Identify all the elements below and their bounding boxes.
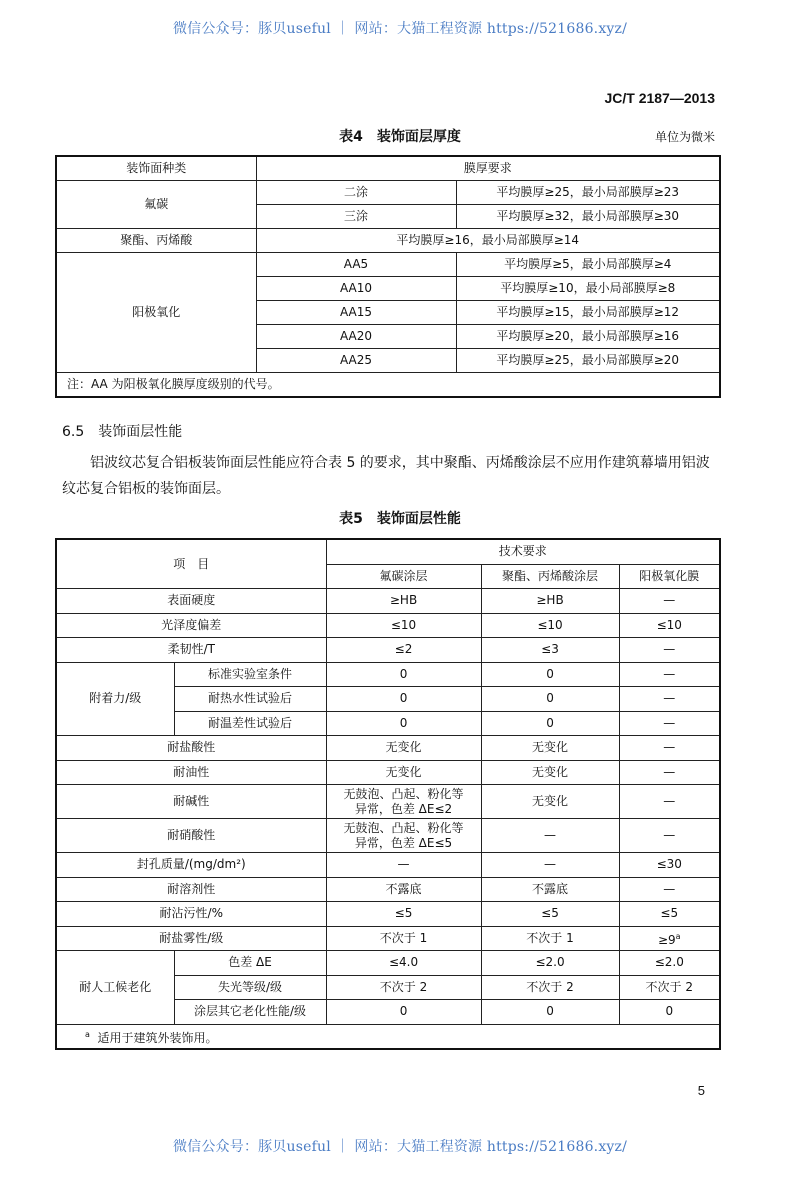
sub-cell: 标准实验室条件 [174, 662, 326, 687]
table-row [56, 877, 720, 902]
value-cell: 0 [481, 687, 619, 712]
value-cell: — [619, 662, 720, 687]
item-cell: 耐盐酸性 [56, 736, 326, 761]
value-cell: 不次于 2 [481, 975, 619, 1000]
table-row [56, 785, 720, 819]
header-cell: 氟碳涂层 [326, 564, 481, 589]
value-cell: ≤4.0 [326, 951, 481, 976]
value-cell: 0 [481, 711, 619, 736]
table-row [56, 613, 720, 638]
value-cell [326, 785, 481, 819]
item-cell: 附着力/级 [56, 662, 174, 736]
value-cell: 不露底 [481, 877, 619, 902]
footnote-text: 适用于建筑外装饰用。 [97, 1030, 218, 1045]
table-row [56, 760, 720, 785]
value-cell: — [481, 819, 619, 853]
value-cell: 不次于 1 [326, 926, 481, 951]
value-cell: 0 [619, 1000, 720, 1025]
value-cell: 不露底 [326, 877, 481, 902]
value-cell: 无变化 [481, 736, 619, 761]
table5-footnote [56, 1024, 720, 1049]
table-row [56, 926, 720, 951]
value-cell: ≤5 [326, 902, 481, 927]
req-cell: 平均膜厚≥25，最小局部膜厚≥20 [456, 349, 720, 373]
section-title: 装饰面层性能 [98, 424, 183, 440]
sub-cell: AA5 [256, 253, 456, 277]
table-row [56, 662, 720, 687]
table5-performance [55, 538, 721, 1050]
table4-caption: 表4 装饰面层厚度 [339, 129, 461, 145]
sub-cell: AA25 [256, 349, 456, 373]
req-cell: 平均膜厚≥25，最小局部膜厚≥23 [456, 181, 720, 205]
section-heading [62, 421, 182, 441]
item-cell: 耐沾污性/% [56, 902, 326, 927]
table-row [56, 638, 720, 663]
sub-cell: 耐温差性试验后 [174, 711, 326, 736]
table-row [56, 253, 720, 277]
table-row [56, 853, 720, 878]
sub-cell: 耐热水性试验后 [174, 687, 326, 712]
sub-cell: AA20 [256, 325, 456, 349]
value-cell: 不次于 2 [619, 975, 720, 1000]
value-cell: — [619, 736, 720, 761]
req-cell: 平均膜厚≥20，最小局部膜厚≥16 [456, 325, 720, 349]
value-cell: 0 [481, 662, 619, 687]
value-cell: ≤10 [619, 613, 720, 638]
value-cell: ≤30 [619, 853, 720, 878]
table-row [56, 181, 720, 205]
header-cell: 膜厚要求 [256, 156, 720, 181]
item-cell: 耐溶剂性 [56, 877, 326, 902]
table-header-row [56, 539, 720, 564]
section-number: 6.5 [62, 424, 85, 440]
section-paragraph: 铝波纹芯复合铝板装饰面层性能应符合表 5 的要求，其中聚酯、丙烯酸涂层不应用作建筑幕墙用铝波纹芯复合铝板的装饰面层。 [62, 455, 710, 497]
value-line: 无鼓泡、凸起、粉化等 [343, 786, 464, 801]
req-cell: 平均膜厚≥15，最小局部膜厚≥12 [456, 301, 720, 325]
table-note-row [56, 373, 720, 398]
value-cell: 0 [326, 711, 481, 736]
value-cell: ≤3 [481, 638, 619, 663]
item-cell: 封孔质量/(mg/dm²) [56, 853, 326, 878]
value-cell: ≥HB [481, 589, 619, 614]
value-line: 异常，色差 ΔE≤5 [354, 835, 453, 850]
value-text: ≥9 [657, 932, 676, 947]
value-cell: 0 [326, 687, 481, 712]
value-cell: 无变化 [481, 760, 619, 785]
footnote-mark: a [85, 1029, 90, 1039]
item-cell: 耐碱性 [56, 785, 326, 819]
header-cell: 装饰面种类 [56, 156, 256, 181]
sub-cell: 色差 ΔE [174, 951, 326, 976]
req-cell: 平均膜厚≥16，最小局部膜厚≥14 [256, 229, 720, 253]
value-cell: ≤10 [481, 613, 619, 638]
sub-cell: AA15 [256, 301, 456, 325]
value-line: 异常，色差 ΔE≤2 [354, 801, 453, 816]
table-row [56, 902, 720, 927]
value-cell: — [619, 711, 720, 736]
value-cell: — [619, 760, 720, 785]
watermark-bottom: 微信公众号：豚贝useful ｜ 网站：大猫工程资源 https://521686.xyz/ [172, 1139, 628, 1155]
value-cell: — [619, 785, 720, 819]
header-group: 技术要求 [326, 539, 720, 564]
item-cell: 光泽度偏差 [56, 613, 326, 638]
value-cell: — [619, 589, 720, 614]
value-cell [326, 819, 481, 853]
value-cell: 0 [326, 1000, 481, 1025]
table-row [56, 736, 720, 761]
type-cell: 聚酯、丙烯酸 [56, 229, 256, 253]
table4-note: 注：AA 为阳极氧化膜厚度级别的代号。 [56, 373, 720, 398]
value-cell: 无变化 [481, 785, 619, 819]
footnote-mark: a [675, 931, 681, 941]
item-cell: 耐油性 [56, 760, 326, 785]
req-cell: 平均膜厚≥32，最小局部膜厚≥30 [456, 205, 720, 229]
item-cell: 耐盐雾性/级 [56, 926, 326, 951]
value-cell [619, 926, 720, 951]
value-cell: ≥HB [326, 589, 481, 614]
value-cell: — [619, 638, 720, 663]
value-cell: — [619, 819, 720, 853]
value-cell: — [326, 853, 481, 878]
type-cell: 阳极氧化 [56, 253, 256, 373]
item-cell: 表面硬度 [56, 589, 326, 614]
table4-unit: 单位为微米 [654, 130, 715, 144]
table-note-row [56, 1024, 720, 1049]
item-cell: 柔韧性/T [56, 638, 326, 663]
sub-cell: 二涂 [256, 181, 456, 205]
value-cell: ≤2.0 [619, 951, 720, 976]
value-cell: ≤10 [326, 613, 481, 638]
table-row [56, 589, 720, 614]
header-cell: 聚酯、丙烯酸涂层 [481, 564, 619, 589]
header-cell: 阳极氧化膜 [619, 564, 720, 589]
item-cell: 耐人工候老化 [56, 951, 174, 1025]
header-item: 项 目 [56, 539, 326, 589]
standard-code: JC/T 2187—2013 [604, 90, 715, 106]
value-cell: 不次于 2 [326, 975, 481, 1000]
value-cell: ≤2 [326, 638, 481, 663]
sub-cell: 三涂 [256, 205, 456, 229]
value-cell: — [619, 877, 720, 902]
table-row [56, 951, 720, 976]
req-cell: 平均膜厚≥10，最小局部膜厚≥8 [456, 277, 720, 301]
sub-cell: 涂层其它老化性能/级 [174, 1000, 326, 1025]
value-cell: — [619, 687, 720, 712]
value-line: 无鼓泡、凸起、粉化等 [343, 820, 464, 835]
req-cell: 平均膜厚≥5，最小局部膜厚≥4 [456, 253, 720, 277]
value-cell: ≤5 [619, 902, 720, 927]
value-cell: 无变化 [326, 760, 481, 785]
value-cell: — [481, 853, 619, 878]
table-header-row [56, 156, 720, 181]
table-row [56, 819, 720, 853]
table-row [56, 229, 720, 253]
sub-cell: AA10 [256, 277, 456, 301]
value-cell: 0 [481, 1000, 619, 1025]
watermark-top: 微信公众号：豚贝useful ｜ 网站：大猫工程资源 https://521686.xyz/ [172, 21, 628, 37]
value-cell: 不次于 1 [481, 926, 619, 951]
value-cell: 0 [326, 662, 481, 687]
value-cell: ≤2.0 [481, 951, 619, 976]
type-cell: 氟碳 [56, 181, 256, 229]
value-cell: ≤5 [481, 902, 619, 927]
value-cell: 无变化 [326, 736, 481, 761]
item-cell: 耐硝酸性 [56, 819, 326, 853]
page-number: 5 [697, 1083, 705, 1098]
table5-caption: 表5 装饰面层性能 [339, 511, 461, 527]
sub-cell: 失光等级/级 [174, 975, 326, 1000]
table4-thickness [55, 155, 721, 398]
